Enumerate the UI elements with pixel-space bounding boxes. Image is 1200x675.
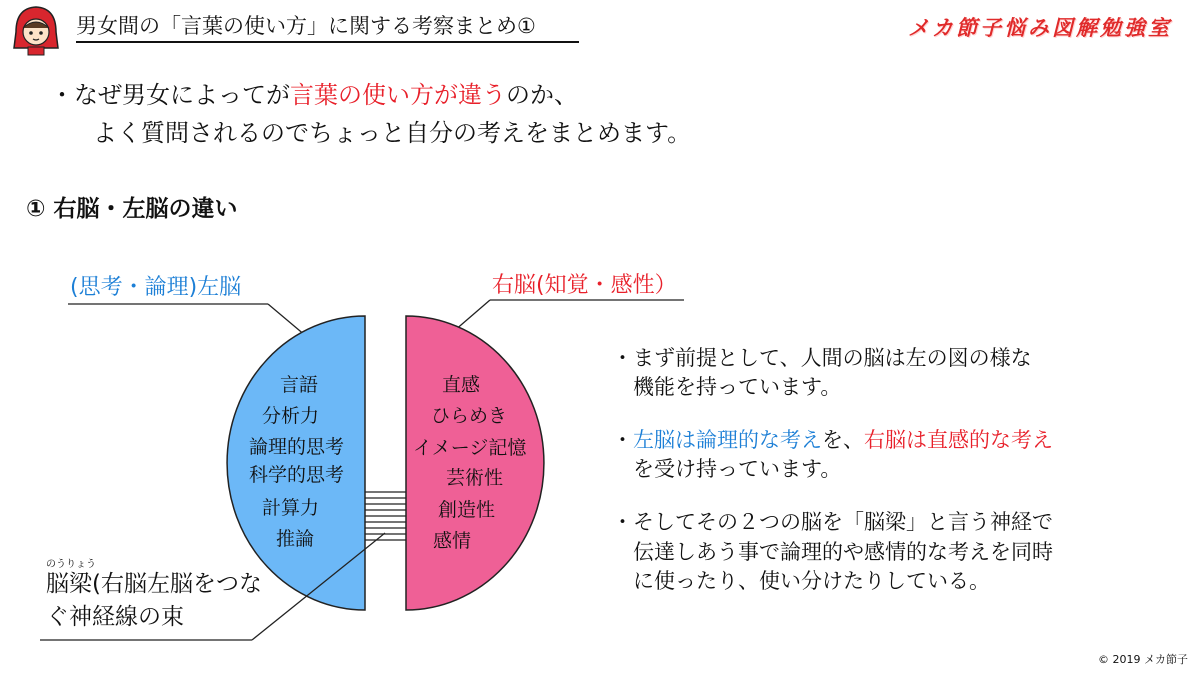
right-item-inspiration: ひらめき xyxy=(431,405,508,427)
page-title: 男女間の「言葉の使い方」に関する考察まとめ① xyxy=(76,14,536,38)
bullet-1-line-1: ・まず前提として、人間の脳は左の図の様な xyxy=(612,346,1032,370)
bullet-3-line-1: ・そしてその２つの脳を「脳梁」と言う神経で xyxy=(612,510,1053,534)
right-item-creativity: 創造性 xyxy=(438,499,496,521)
intro-line1-pre: ・なぜ男女によってが xyxy=(50,81,290,109)
bullet-2-line-1 xyxy=(612,425,1053,456)
left-item-calculation: 計算力 xyxy=(262,497,320,519)
right-brain-shape xyxy=(406,316,544,610)
copyright: © 2019 メカ節子 xyxy=(1098,653,1188,666)
left-item-language: 言語 xyxy=(280,374,319,396)
bullet-2-left-brain: 左脳は論理的な考え xyxy=(633,428,822,452)
bullet-3-line-2: 伝達しあう事で論理的や感情的な考えを同時 xyxy=(633,540,1053,564)
bullet-3-line-3: に使ったり、使い分けたりしている。 xyxy=(633,569,990,593)
brand-logo-text: メカ節子悩み図解勉強室 xyxy=(908,16,1172,40)
bullet-2-line-2: を受け持っています。 xyxy=(633,457,842,481)
intro-highlight: 言葉の使い方が違う xyxy=(290,81,506,109)
corpus-callosum-callout: 脳梁(右脳左脳をつなぐ神経線の束 xyxy=(46,571,262,630)
section-heading: ① 右脳・左脳の違い xyxy=(26,196,238,222)
right-brain-label: 右脳(知覚・感性） xyxy=(492,273,677,298)
bullet-2-mid: を、 xyxy=(822,428,864,452)
intro-line-2: よく質問されるのでちょっと自分の考えをまとめます。 xyxy=(93,119,692,147)
left-brain-label: (思考・論理)左脳 xyxy=(70,275,242,300)
bullet-2-dot: ・ xyxy=(612,428,633,452)
right-item-intuition: 直感 xyxy=(442,374,481,396)
intro-line1-post: のか、 xyxy=(506,81,578,109)
left-item-scientific-thinking: 科学的思考 xyxy=(249,464,345,486)
corpus-callosum-lines xyxy=(365,492,406,540)
right-item-artistry: 芸術性 xyxy=(446,467,504,489)
left-item-analysis: 分析力 xyxy=(262,405,320,427)
bullet-1-line-2: 機能を持っています。 xyxy=(633,375,842,399)
right-item-emotion: 感情 xyxy=(433,530,472,552)
left-item-logical-thinking: 論理的思考 xyxy=(249,436,345,458)
bullet-2-right-brain: 右脳は直感的な考え xyxy=(864,428,1053,452)
right-item-image-memory: イメージ記憶 xyxy=(413,437,527,459)
callout-ruby: のうりょう xyxy=(46,559,96,570)
left-item-reasoning: 推論 xyxy=(276,528,315,550)
